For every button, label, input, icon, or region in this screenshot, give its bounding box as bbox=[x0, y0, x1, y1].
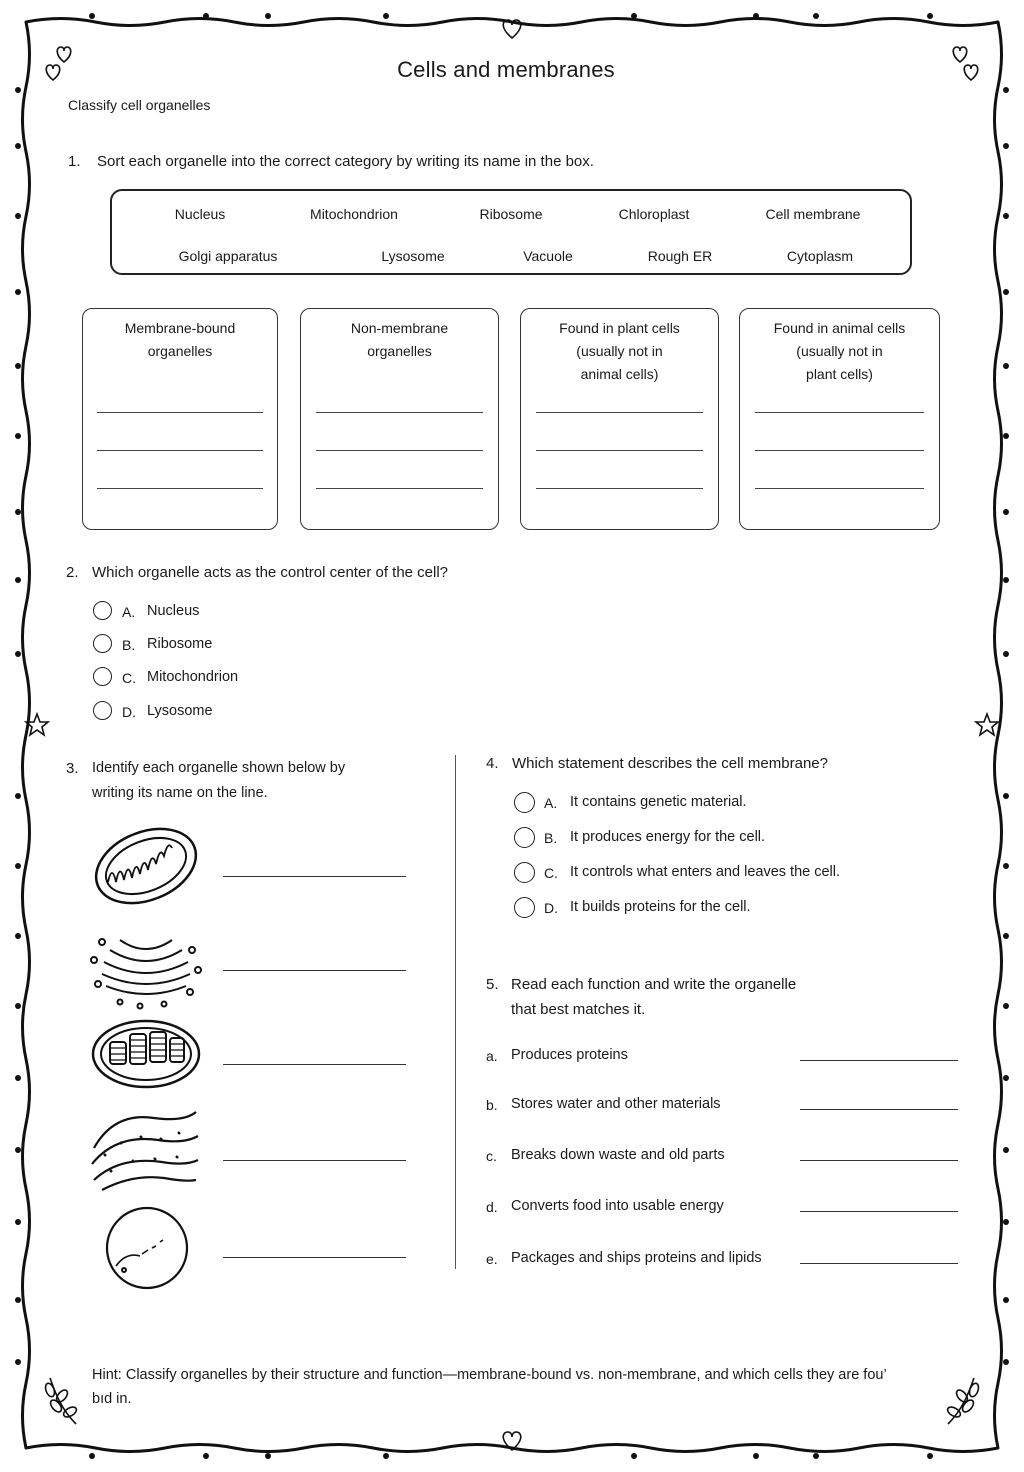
question-prompt: that best matches it. bbox=[511, 1001, 646, 1018]
answer-line[interactable] bbox=[97, 412, 263, 413]
option-radio[interactable] bbox=[514, 792, 535, 813]
option-radio[interactable] bbox=[93, 634, 112, 653]
option-radio[interactable] bbox=[93, 701, 112, 720]
border-dot bbox=[15, 1075, 21, 1081]
option-text: It produces energy for the cell. bbox=[570, 829, 766, 845]
option-text: Nucleus bbox=[147, 603, 200, 619]
column-divider bbox=[455, 755, 456, 1269]
border-dot bbox=[15, 143, 21, 149]
option-letter: B. bbox=[544, 830, 558, 846]
answer-line[interactable] bbox=[755, 488, 924, 489]
star-icon bbox=[976, 714, 998, 735]
answer-line[interactable] bbox=[223, 876, 406, 877]
category-heading: Membrane-bound organelles bbox=[124, 320, 236, 359]
option-radio[interactable] bbox=[514, 827, 535, 848]
chloroplast-illustration bbox=[93, 1021, 199, 1087]
item-text: Produces proteins bbox=[511, 1047, 628, 1063]
answer-line[interactable] bbox=[536, 488, 703, 489]
answer-line[interactable] bbox=[97, 450, 263, 451]
answer-line[interactable] bbox=[223, 1160, 406, 1161]
category-box-membrane-bound bbox=[82, 308, 278, 530]
border-dot bbox=[89, 1453, 95, 1459]
border-dot bbox=[1003, 793, 1009, 799]
border-dot bbox=[1003, 1219, 1009, 1225]
border-dot bbox=[927, 13, 933, 19]
border-dot bbox=[1003, 1147, 1009, 1153]
border-dot bbox=[15, 1147, 21, 1153]
border-dot bbox=[1003, 143, 1009, 149]
border-dot bbox=[813, 13, 819, 19]
border-dot bbox=[15, 933, 21, 939]
border-dot bbox=[203, 13, 209, 19]
border-dot bbox=[15, 651, 21, 657]
border-dot bbox=[1003, 289, 1009, 295]
question-number: 4. bbox=[486, 755, 499, 772]
border-dot bbox=[15, 793, 21, 799]
border-dot bbox=[15, 1219, 21, 1225]
border-dot bbox=[631, 13, 637, 19]
answer-line[interactable] bbox=[755, 412, 924, 413]
page-subtitle: Classify cell organelles bbox=[68, 97, 211, 113]
border-dot bbox=[15, 509, 21, 515]
word-bank-item: Cell membrane bbox=[765, 206, 861, 222]
answer-line[interactable] bbox=[316, 450, 483, 451]
leaf-sprig-icon bbox=[44, 1378, 78, 1424]
border-dot bbox=[265, 13, 271, 19]
category-box-animal-cells bbox=[739, 308, 940, 530]
option-text: Ribosome bbox=[147, 636, 213, 652]
border-dot bbox=[1003, 509, 1009, 515]
item-text: Stores water and other materials bbox=[511, 1096, 721, 1112]
item-letter: c. bbox=[486, 1148, 497, 1164]
border-dot bbox=[1003, 933, 1009, 939]
rough-er-illustration bbox=[92, 1112, 198, 1190]
word-bank-item: Ribosome bbox=[479, 206, 543, 222]
word-bank-item: Golgi apparatus bbox=[178, 248, 278, 264]
border-dot bbox=[15, 87, 21, 93]
word-bank bbox=[110, 189, 912, 275]
border-dot bbox=[1003, 433, 1009, 439]
border-dot bbox=[753, 13, 759, 19]
cell-illustration bbox=[107, 1208, 187, 1288]
mitochondrion-illustration bbox=[85, 820, 207, 917]
option-radio[interactable] bbox=[93, 601, 112, 620]
item-letter: b. bbox=[486, 1097, 498, 1113]
border-dot bbox=[383, 13, 389, 19]
word-bank-item: Cytoplasm bbox=[786, 248, 854, 264]
option-text: It contains genetic material. bbox=[570, 794, 747, 810]
question-prompt: Read each function and write the organelle bbox=[511, 976, 797, 993]
answer-line[interactable] bbox=[223, 970, 406, 971]
answer-line[interactable] bbox=[97, 488, 263, 489]
question-prompt: Identify each organelle shown below by bbox=[92, 760, 346, 776]
border-dot bbox=[1003, 363, 1009, 369]
border-dot bbox=[265, 1453, 271, 1459]
organelle-illustrations bbox=[80, 820, 220, 1292]
border-dot bbox=[1003, 87, 1009, 93]
border-dot bbox=[1003, 1003, 1009, 1009]
option-text: It controls what enters and leaves the cell. bbox=[570, 864, 841, 880]
answer-line[interactable] bbox=[800, 1109, 958, 1110]
border-dot bbox=[927, 1453, 933, 1459]
border-dot bbox=[1003, 577, 1009, 583]
option-text: Lysosome bbox=[147, 703, 213, 719]
option-letter: D. bbox=[122, 704, 136, 720]
option-letter: A. bbox=[544, 795, 558, 811]
border-dot bbox=[631, 1453, 637, 1459]
border-dot bbox=[15, 1297, 21, 1303]
border-dot bbox=[15, 1003, 21, 1009]
answer-line[interactable] bbox=[536, 412, 703, 413]
option-letter: A. bbox=[122, 604, 136, 620]
answer-line[interactable] bbox=[536, 450, 703, 451]
border-dot bbox=[1003, 213, 1009, 219]
answer-line[interactable] bbox=[316, 488, 483, 489]
answer-line[interactable] bbox=[223, 1064, 406, 1065]
answer-line[interactable] bbox=[316, 412, 483, 413]
border-dot bbox=[383, 1453, 389, 1459]
word-bank-item: Nucleus bbox=[174, 206, 226, 222]
question-prompt: Sort each organelle into the correct category by writing its name in the box. bbox=[97, 153, 594, 170]
border-dot bbox=[203, 1453, 209, 1459]
answer-line[interactable] bbox=[800, 1263, 958, 1264]
question-prompt: writing its name on the line. bbox=[92, 785, 268, 801]
question-prompt: Which organelle acts as the control center of the cell? bbox=[92, 564, 449, 581]
option-text: It builds proteins for the cell. bbox=[570, 899, 751, 915]
question-number: 5. bbox=[486, 976, 499, 993]
border-dot bbox=[15, 863, 21, 869]
border-dot bbox=[15, 577, 21, 583]
option-text: Mitochondrion bbox=[147, 669, 239, 685]
border-dot bbox=[15, 213, 21, 219]
border-dot bbox=[1003, 1359, 1009, 1365]
border-dot bbox=[15, 363, 21, 369]
golgi-apparatus-illustration bbox=[91, 939, 201, 1009]
page-title: Cells and membranes bbox=[397, 57, 615, 82]
border-dot bbox=[1003, 1297, 1009, 1303]
word-bank-item: Lysosome bbox=[381, 248, 445, 264]
border-dot bbox=[15, 289, 21, 295]
border-dot bbox=[1003, 863, 1009, 869]
answer-line[interactable] bbox=[800, 1160, 958, 1161]
item-text: Converts food into usable energy bbox=[511, 1198, 724, 1214]
option-letter: C. bbox=[544, 865, 558, 881]
question-prompt: Which statement describes the cell membrane? bbox=[512, 755, 828, 772]
category-heading: Non-membrane organelles bbox=[350, 320, 449, 359]
category-box-plant-cells bbox=[520, 308, 719, 530]
option-radio[interactable] bbox=[514, 862, 535, 883]
answer-line[interactable] bbox=[755, 450, 924, 451]
option-radio[interactable] bbox=[93, 667, 112, 686]
word-bank-item: Chloroplast bbox=[618, 206, 690, 222]
leaf-sprig-icon bbox=[946, 1378, 980, 1424]
answer-line[interactable] bbox=[223, 1257, 406, 1258]
option-letter: D. bbox=[544, 900, 558, 916]
hint-text-continued: bıd in. bbox=[92, 1391, 132, 1407]
category-box-non-membrane bbox=[300, 308, 499, 530]
option-radio[interactable] bbox=[514, 897, 535, 918]
border-dot bbox=[753, 1453, 759, 1459]
item-letter: d. bbox=[486, 1199, 498, 1215]
hint-text: Hint: Classify organelles by their structure and function—membrane-bound vs. non-membrane, and which cells they are fou’ bbox=[92, 1367, 887, 1383]
question-number: 3. bbox=[66, 760, 79, 777]
word-bank-item: Mitochondrion bbox=[310, 206, 398, 222]
question-number: 2. bbox=[66, 564, 79, 581]
answer-line[interactable] bbox=[800, 1211, 958, 1212]
category-heading: Found in plant cells (usually not in animal cells) bbox=[559, 320, 680, 382]
category-heading: Found in animal cells (usually not in plant cells) bbox=[773, 320, 906, 382]
option-letter: B. bbox=[122, 637, 136, 653]
border-dot bbox=[813, 1453, 819, 1459]
border-dot bbox=[15, 433, 21, 439]
border-dot bbox=[89, 13, 95, 19]
border-dot bbox=[1003, 1075, 1009, 1081]
item-letter: a. bbox=[486, 1048, 498, 1064]
item-text: Breaks down waste and old parts bbox=[511, 1147, 725, 1163]
word-bank-item: Rough ER bbox=[647, 248, 713, 264]
word-bank-item: Vacuole bbox=[523, 248, 573, 264]
option-letter: C. bbox=[122, 670, 136, 686]
item-letter: e. bbox=[486, 1251, 498, 1267]
question-number: 1. bbox=[68, 153, 81, 170]
answer-line[interactable] bbox=[800, 1060, 958, 1061]
border-dot bbox=[1003, 651, 1009, 657]
border-dot bbox=[15, 1359, 21, 1365]
item-text: Packages and ships proteins and lipids bbox=[511, 1250, 762, 1266]
